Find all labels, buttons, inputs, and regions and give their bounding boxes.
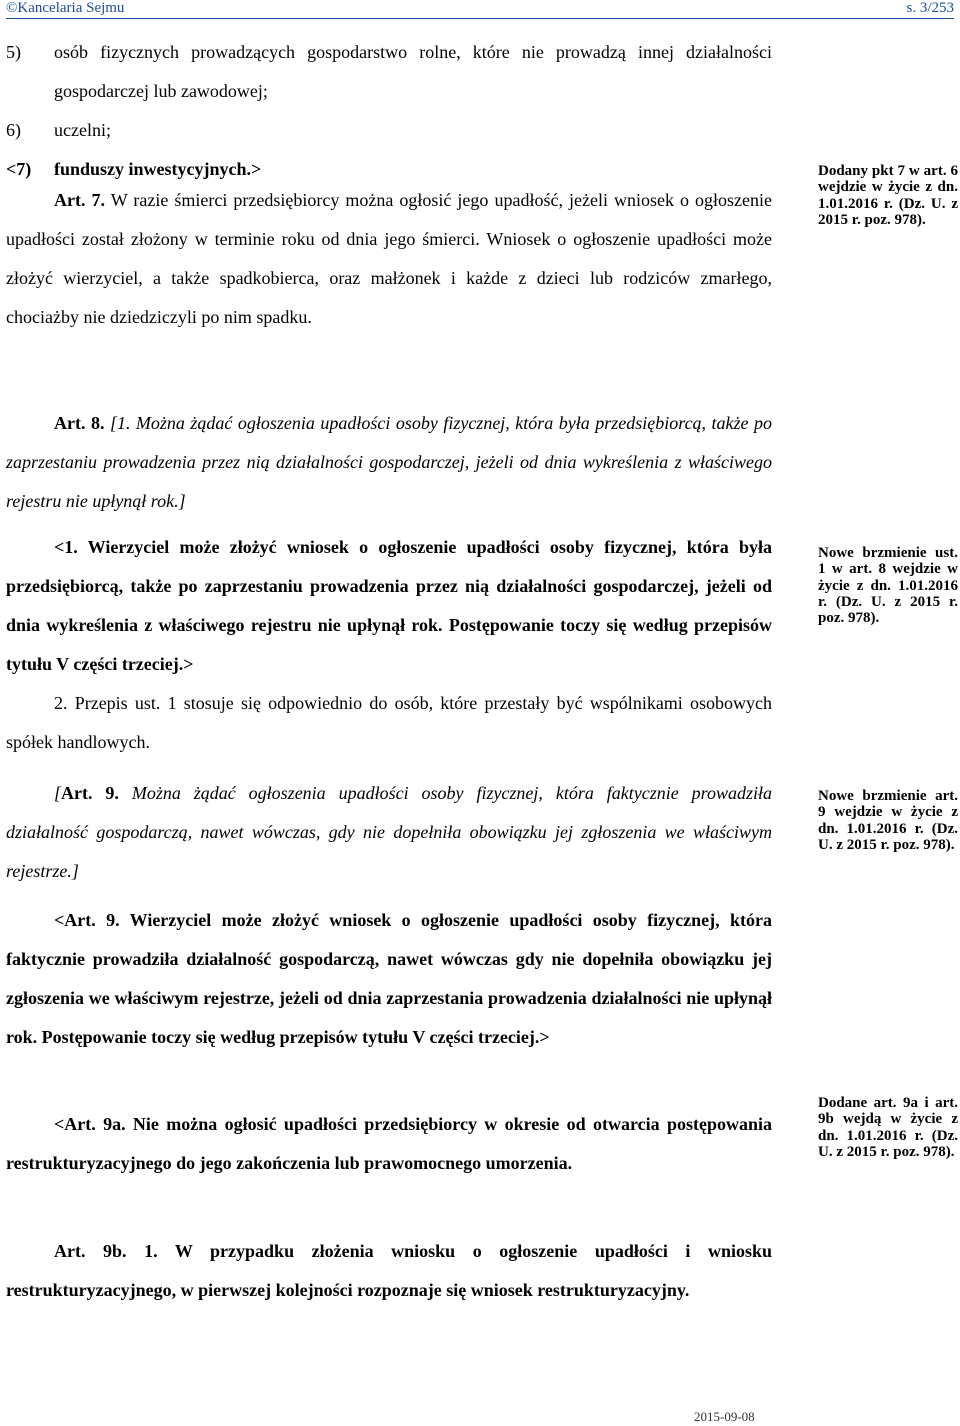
header-source: ©Kancelaria Sejmu: [6, 0, 125, 16]
list-item-6: 6) uczelni;: [6, 120, 111, 140]
margin-note-3: Nowe brzmienie art. 9 wejdzie w życie z dn. 1.01.2016 r. (Dz. U. z 2015 r. poz. 978).: [818, 788, 958, 853]
article-9-label: Art. 9.: [61, 783, 119, 803]
list-item-7: <7) funduszy inwestycyjnych.>: [6, 159, 262, 179]
article-8-old: [6, 404, 772, 521]
margin-note-1: Dodany pkt 7 w art. 6 wejdzie w życie z dn. 1.01.2016 r. (Dz. U. z 2015 r. poz. 978).: [818, 163, 958, 228]
article-9-old: [Art. 9. Można żądać ogłoszenia upadłości osoby fizycznej, która faktycznie prowadziła działalność gospodarczą, nawet wówczas, gdy nie dopełniła obowiązku jej zgłoszenia we właściwym rejestrze.]: [6, 783, 772, 881]
article-8-label: Art. 8.: [54, 413, 105, 433]
article-9-new: [6, 901, 772, 1057]
article-7: [6, 181, 772, 337]
article-8-old-text: [1. Można żądać ogłoszenia upadłości osoby fizycznej, która była przedsiębiorcą, także po zaprzestaniu prowadzenia przez nią działalności gospodarczej, jeżeli od dnia wykreślenia z właściwego rejestru nie upłynął rok.]: [6, 413, 772, 511]
article-7-label: Art. 7.: [54, 190, 106, 210]
article-9-old-text: Można żądać ogłoszenia upadłości osoby fizycznej, która faktycznie prowadziła działalność gospodarczą, nawet wówczas, gdy nie dopełniła obowiązku jej zgłoszenia we właściwym rejestrze.]: [6, 783, 772, 881]
article-9b: [6, 1232, 772, 1310]
list-items-block: [6, 33, 772, 189]
article-8-new: [6, 528, 772, 762]
article-8-paragraph-2: 2. Przepis ust. 1 stosuje się odpowiednio do osób, które przestały być wspólnikami osobowych spółek handlowych.: [6, 693, 772, 752]
article-9a: [6, 1105, 772, 1183]
article-9b-text: Art. 9b. 1. W przypadku złożenia wniosku o ogłoszenie upadłości i wniosku restrukturyzacyjnego, w pierwszej kolejności rozpoznaje się wniosek restrukturyzacyjny.: [6, 1241, 772, 1300]
article-7-text: W razie śmierci przedsiębiorcy można ogłosić jego upadłość, jeżeli wniosek o ogłoszenie upadłości został złożony w terminie roku od dnia jego śmierci. Wniosek o ogłoszenie upadłości może złożyć wierzyciel, a także spadkobierca, oraz małżonek i każde z dzieci lub rodziców zmarłego, chociażby nie dziedziczyli po nim spadku.: [6, 190, 773, 327]
margin-note-4: Dodane art. 9a i art. 9b wejdą w życie z dn. 1.01.2016 r. (Dz. U. z 2015 r. poz. 978).: [818, 1095, 958, 1160]
footer-date: 2015-09-08: [694, 1409, 755, 1424]
article-9-new-text: <Art. 9. Wierzyciel może złożyć wniosek o ogłoszenie upadłości osoby fizycznej, która faktycznie prowadziła działalność gospodarczą, nawet wówczas gdy nie dopełniła obowiązku jej zgłoszenia we właściwym rejestrze, jeżeli od dnia zaprzestania prowadzenia działalności nie upłynął rok. Postępowanie toczy się według przepisów tytułu V części trzeciej.>: [6, 910, 772, 1047]
margin-note-2: Nowe brzmienie ust. 1 w art. 8 wejdzie w życie z dn. 1.01.2016 r. (Dz. U. z 2015 r. poz. 978).: [818, 545, 958, 627]
article-8-new-text: <1. Wierzyciel może złożyć wniosek o ogłoszenie upadłości osoby fizycznej, która była przedsiębiorcą, także po zaprzestaniu prowadzenia przez nią działalności gospodarczej, jeżeli od dnia wykreślenia z właściwego rejestru nie upłynął rok. Postępowanie toczy się według przepisów tytułu V części trzeciej.>: [6, 537, 772, 674]
header-divider: [6, 18, 954, 19]
header-page-number: s. 3/253: [906, 0, 954, 16]
list-item-5: 5) osób fizycznych prowadzących gospodarstwo rolne, które nie prowadzą innej działalności gospodarczej lub zawodowej;: [6, 42, 772, 101]
article-9a-text: <Art. 9a. Nie można ogłosić upadłości przedsiębiorcy w okresie od otwarcia postępowania restrukturyzacyjnego do jego zakończenia lub prawomocnego umorzenia.: [6, 1114, 772, 1173]
